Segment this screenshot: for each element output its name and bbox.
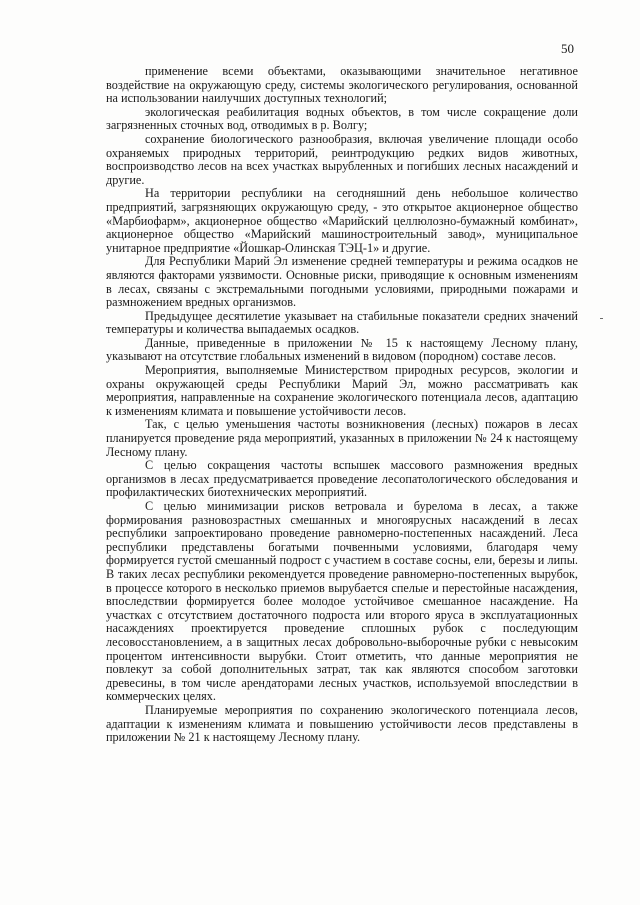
paragraph: применение всеми объектами, оказывающими значительное негативное воздействие на окружающую среду, системы экологического регулирования, основанной на использовании наилучших доступных технологий;	[106, 64, 578, 106]
paragraph: С целью сокращения частоты вспышек массового размножения вредных организмов в лесах предусматривается проведение лесопатологического обследования и профилактических биотехнических мероприятий.	[106, 458, 578, 500]
paragraph: сохранение биологического разнообразия, включая увеличение площади особо охраняемых природных территорий, реинтродукцию редких видов животных, воспроизводство лесов на всех участках вырубленных и погибших лесных насаждений и другие.	[106, 131, 578, 187]
paragraph: экологическая реабилитация водных объектов, в том числе сокращение доли загрязненных сточных вод, отводимых в р. Волгу;	[106, 104, 578, 133]
paragraph: На территории республики на сегодняшний день небольшое количество предприятий, загрязняющих окружающую среду, - это открытое акционерное общество «Марбиофарм», акционерное общество «Марийский целлюлозно-бумажный комбинат», акционерное общество «Марийский машиностроительный завод», муниципальное унитарное предприятие «Йошкар-Олинская ТЭЦ-1» и другие.	[106, 186, 578, 255]
margin-mark	[600, 318, 603, 319]
paragraph: Для Республики Марий Эл изменение средней температуры и режима осадков не являются факторами уязвимости. Основные риски, приводящие к основным изменениям в лесах, связаны с экстремальными погодными условиями, природными пожарами и размножением вредных организмов.	[106, 254, 578, 310]
document-body	[106, 65, 578, 745]
paragraph: Данные, приведенные в приложении № 15 к настоящему Лесному плану, указывают на отсутствие глобальных изменений в видовом (породном) составе лесов.	[106, 335, 578, 364]
paragraph: Так, с целью уменьшения частоты возникновения (лесных) пожаров в лесах планируется проведение ряда мероприятий, указанных в приложении № 24 к настоящему Лесному плану.	[106, 417, 578, 459]
paragraph: Планируемые мероприятия по сохранению экологического потенциала лесов, адаптации к изменениям климата и повышению устойчивости лесов представлены в приложении № 21 к настоящему Лесному плану.	[106, 702, 578, 745]
paragraph: С целью минимизации рисков ветровала и бурелома в лесах, а также формирования разновозрастных смешанных и многоярусных насаждений в лесах республики запроектировано проведение равномерно-постепенных насаждений. Леса республики представлены богатыми почвенными условиями, благодаря чему формируется густой смешанный подрост с участием в составе сосны, ели, березы и липы. В таких лесах республики рекомендуется проведение равномерно-постепенных вырубок, в процессе которого в несколько приемов вырубается спелые и перестойные насаждения, впоследствии формируется более молодое устойчивое смешанное насаждение. На участках с отсутствием достаточного подроста или второго яруса в эксплуатационных насаждениях проектируется проведение сплошных рубок с последующим лесовосстановлением, а в защитных лесах добровольно-выборочные рубки с невысоким процентом интенсивности вырубки. Стоит отметить, что данные мероприятия не повлекут за собой дополнительных затрат, так как являются способом заготовки древесины, в том числе арендаторами лесных участков, используемой впоследствии в коммерческих целях.	[106, 499, 578, 704]
paragraph: Предыдущее десятилетие указывает на стабильные показатели средних значений температуры и количества выпадаемых осадков.	[106, 308, 578, 337]
page-number: 50	[561, 41, 574, 56]
paragraph: Мероприятия, выполняемые Министерством природных ресурсов, экологии и охраны окружающей среды Республики Марий Эл, можно рассматривать как мероприятия, направленные на сохранение экологического потенциала лесов, адаптацию к изменениям климата и повышение устойчивости лесов.	[106, 363, 578, 418]
